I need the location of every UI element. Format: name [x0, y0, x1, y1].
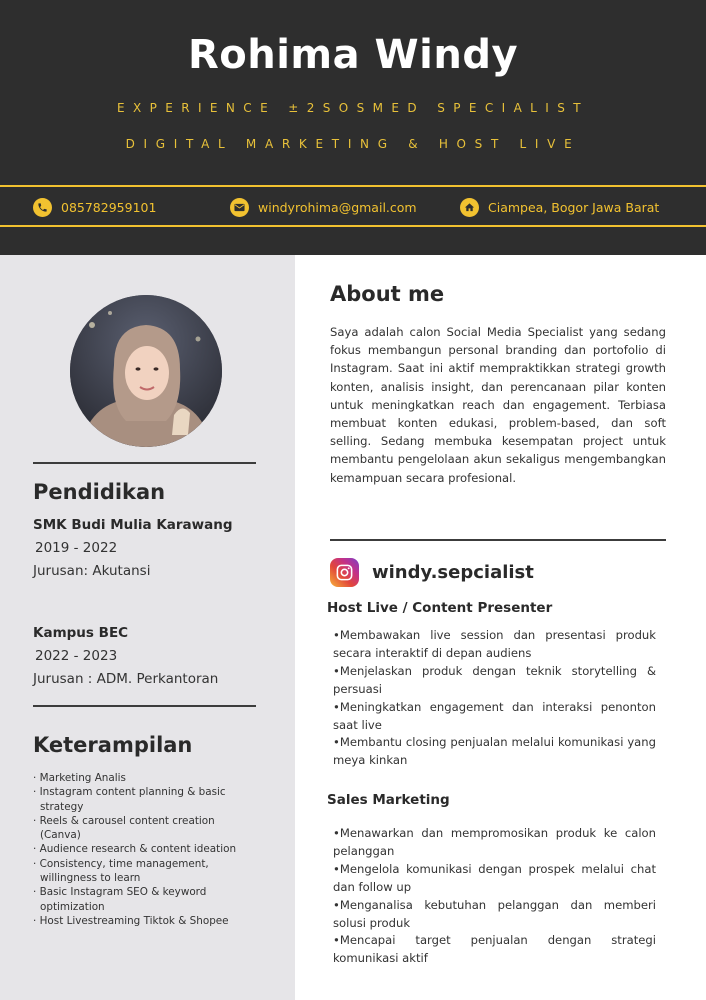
skill-item: · Basic Instagram SEO & keyword optimization — [33, 885, 258, 914]
tagline-experience: EXPERIENCE ±2SOSMED SPECIALIST — [117, 101, 589, 115]
skill-item: · Consistency, time management, willingness to learn — [33, 857, 258, 886]
sidebar-divider — [33, 705, 256, 707]
email-icon — [230, 198, 249, 217]
contact-bar — [0, 185, 706, 227]
address-text: Ciampea, Bogor Jawa Barat — [488, 199, 660, 215]
experience-bullet: •Mengelola komunikasi dengan prospek melalui chat dan follow up — [333, 861, 656, 894]
skills-title: Keterampilan — [33, 733, 193, 757]
contact-email — [230, 197, 417, 217]
instagram-handle: windy.sepcialist — [372, 562, 534, 583]
tagline-roles: DIGITAL MARKETING & HOST LIVE — [125, 137, 581, 151]
home-icon — [460, 198, 479, 217]
experience-bullets — [333, 825, 656, 968]
skill-item: · Reels & carousel content creation (Canva) — [33, 814, 258, 843]
contact-address — [460, 197, 659, 217]
skill-item: · Instagram content planning & basic strategy — [33, 785, 258, 814]
experience-bullet: •Membawakan live session dan presentasi produk secara interaktif di depan audiens — [333, 628, 656, 660]
email-address: windyrohima@gmail.com — [258, 199, 417, 215]
experience-title: Host Live / Content Presenter — [327, 600, 553, 616]
content-divider — [330, 539, 666, 541]
experience-bullet: •Menjelaskan produk dengan teknik storytelling & persuasi — [333, 663, 656, 696]
experience-bullet: •Meningkatkan engagement dan interaksi penonton saat live — [333, 699, 656, 732]
about-text: Saya adalah calon Social Media Specialist yang sedang fokus membangun personal branding dan portofolio di Instagram. Saat ini aktif mempraktikkan strategi growth konten, analisis insight, dan perencanaan pilar konten untuk meningkatkan reach dan engagement. Terbiasa membuat konten edukasi, problem-based, dan soft selling. Sedang membuka kesempatan project untuk membantu pengelolaan akun sekaligus mengembangkan kemampuan secara profesional. — [330, 325, 666, 485]
skill-item: · Host Livestreaming Tiktok & Shopee — [33, 914, 258, 928]
experience-bullet: •Menawarkan dan mempromosikan produk ke calon pelanggan — [333, 826, 656, 858]
experience-bullet: •Menganalisa kebutuhan pelanggan dan memberi solusi produk — [333, 897, 656, 930]
phone-number: 085782959101 — [61, 199, 157, 215]
experience-bullet: •Mencapai target penjualan dengan strategi komunikasi aktif — [333, 933, 656, 966]
education-years: 2019 - 2022 — [35, 540, 118, 556]
experience-bullet: •Membantu closing penjualan melalui komunikasi yang meya kinkan — [333, 735, 656, 768]
education-major: Jurusan : ADM. Perkantoran — [33, 671, 219, 687]
sidebar — [0, 255, 295, 1000]
contact-phone — [33, 197, 156, 217]
education-school: Kampus BEC — [33, 625, 129, 641]
about-title: About me — [330, 282, 445, 306]
experience-bullets — [333, 627, 656, 770]
skill-item: · Marketing Analis — [33, 771, 258, 785]
skills-list — [33, 771, 258, 928]
education-title: Pendidikan — [33, 480, 166, 504]
sidebar-divider — [33, 462, 256, 464]
education-major: Jurusan: Akutansi — [33, 563, 151, 579]
instagram-icon — [330, 558, 359, 587]
profile-photo — [70, 295, 222, 447]
education-school: SMK Budi Mulia Karawang — [33, 517, 233, 533]
instagram-row — [330, 558, 534, 587]
experience-title: Sales Marketing — [327, 792, 450, 808]
phone-icon — [33, 198, 52, 217]
skill-item: · Audience research & content ideation — [33, 842, 258, 856]
education-years: 2022 - 2023 — [35, 648, 118, 664]
resume-header — [0, 0, 706, 255]
candidate-name: Rohima Windy — [187, 32, 519, 78]
